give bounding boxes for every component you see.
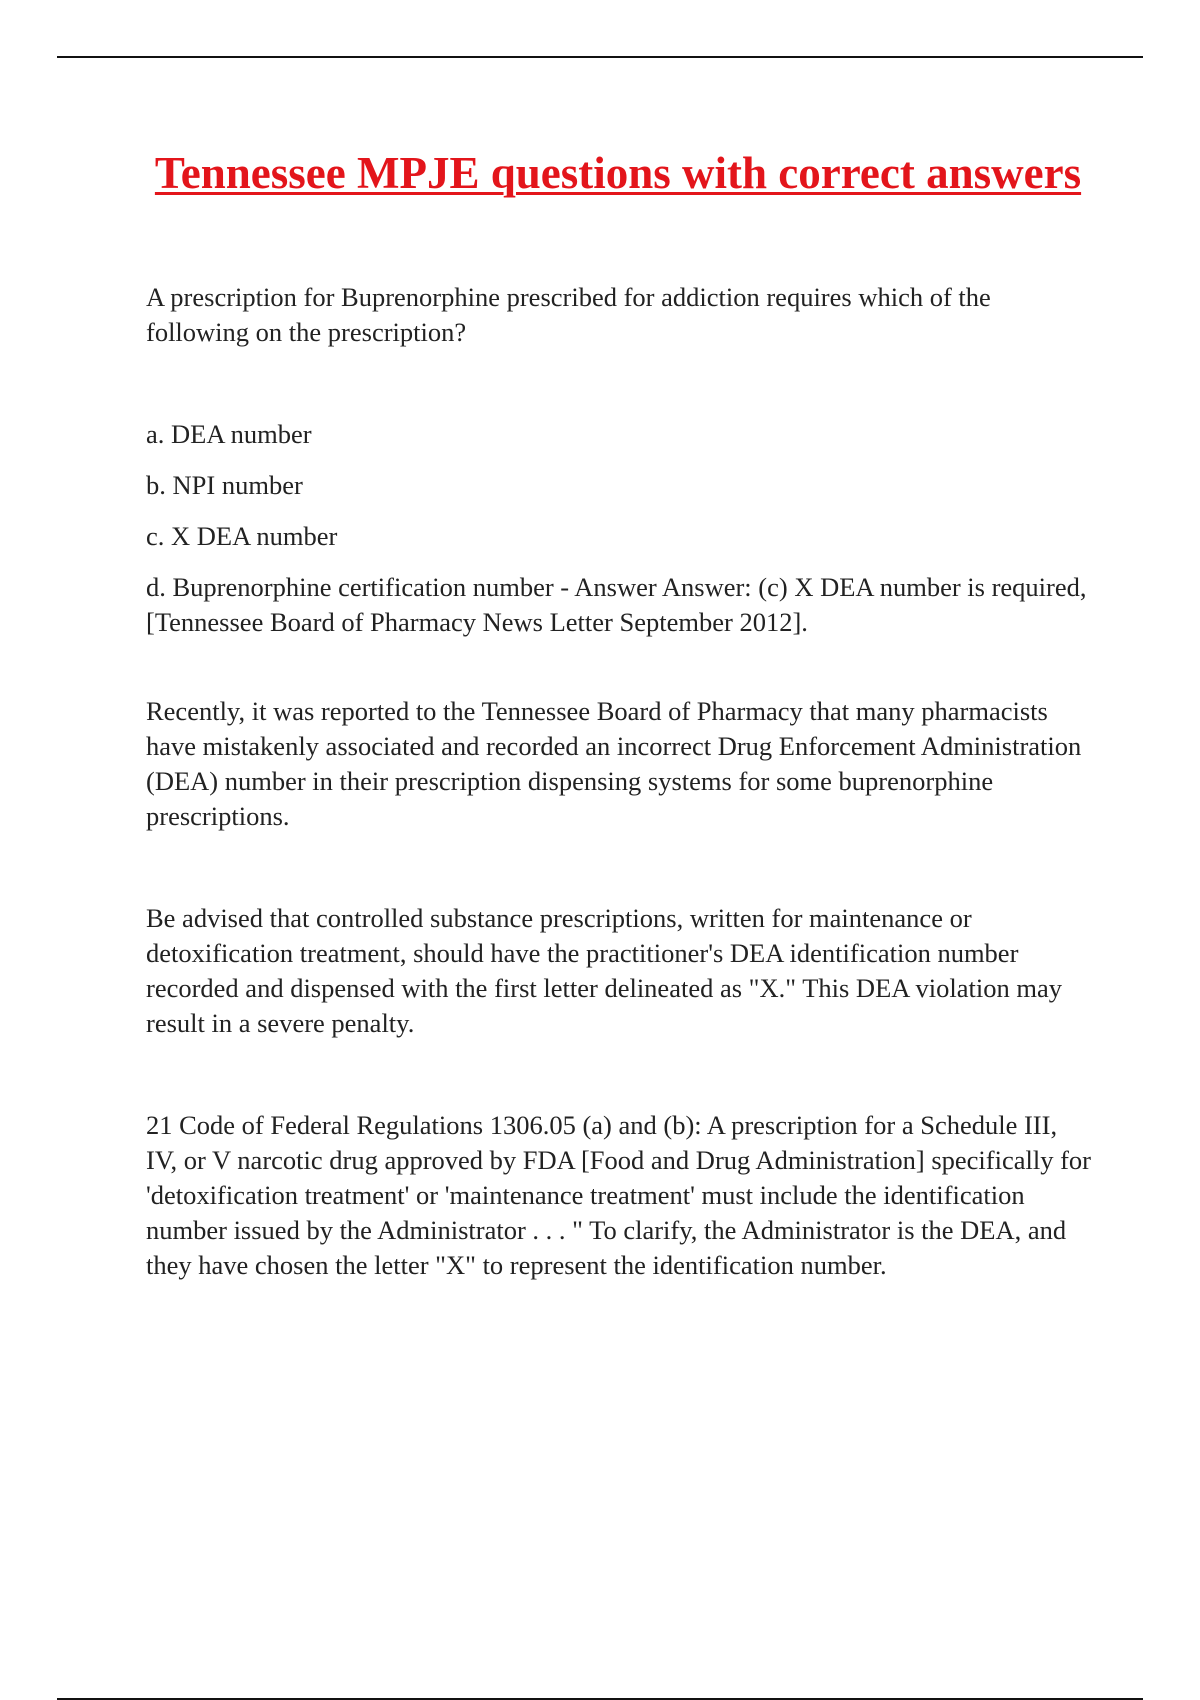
document-body bbox=[146, 280, 1094, 1283]
paragraph-be-advised: Be advised that controlled substance prescriptions, written for maintenance or detoxification treatment, should have the practitioner's DEA identification number recorded and dispensed with the first letter delineated as "X." This DEA violation may result in a severe penalty. bbox=[146, 903, 1063, 1038]
question-text: A prescription for Buprenorphine prescribed for addiction requires which of the following on the prescription? bbox=[146, 282, 991, 347]
option-a: a. DEA number bbox=[146, 419, 312, 449]
paragraph-recently: Recently, it was reported to the Tennessee Board of Pharmacy that many pharmacists have mistakenly associated and recorded an incorrect Drug Enforcement Administration (DEA) number in their prescription dispensing systems for some buprenorphine prescriptions. bbox=[146, 696, 1082, 831]
top-divider bbox=[57, 56, 1143, 58]
option-b: b. NPI number bbox=[146, 470, 303, 500]
option-c: c. X DEA number bbox=[146, 521, 338, 551]
paragraph-cfr: 21 Code of Federal Regulations 1306.05 (a) and (b): A prescription for a Schedule III, IV, or V narcotic drug approved by FDA [Food and Drug Administration] specifically for 'detoxification treatment' or 'maintenance treatment' must include the identification number issued by the Administrator . . . " To clarify, the Administrator is the DEA, and they have chosen the letter "X" to represent the identification number. bbox=[146, 1110, 1092, 1280]
option-d-answer: d. Buprenorphine certification number - Answer Answer: (c) X DEA number is required, [Tennessee Board of Pharmacy News Letter September 2012]. bbox=[146, 572, 1087, 637]
document-title: Tennessee MPJE questions with correct answers bbox=[154, 148, 1082, 198]
